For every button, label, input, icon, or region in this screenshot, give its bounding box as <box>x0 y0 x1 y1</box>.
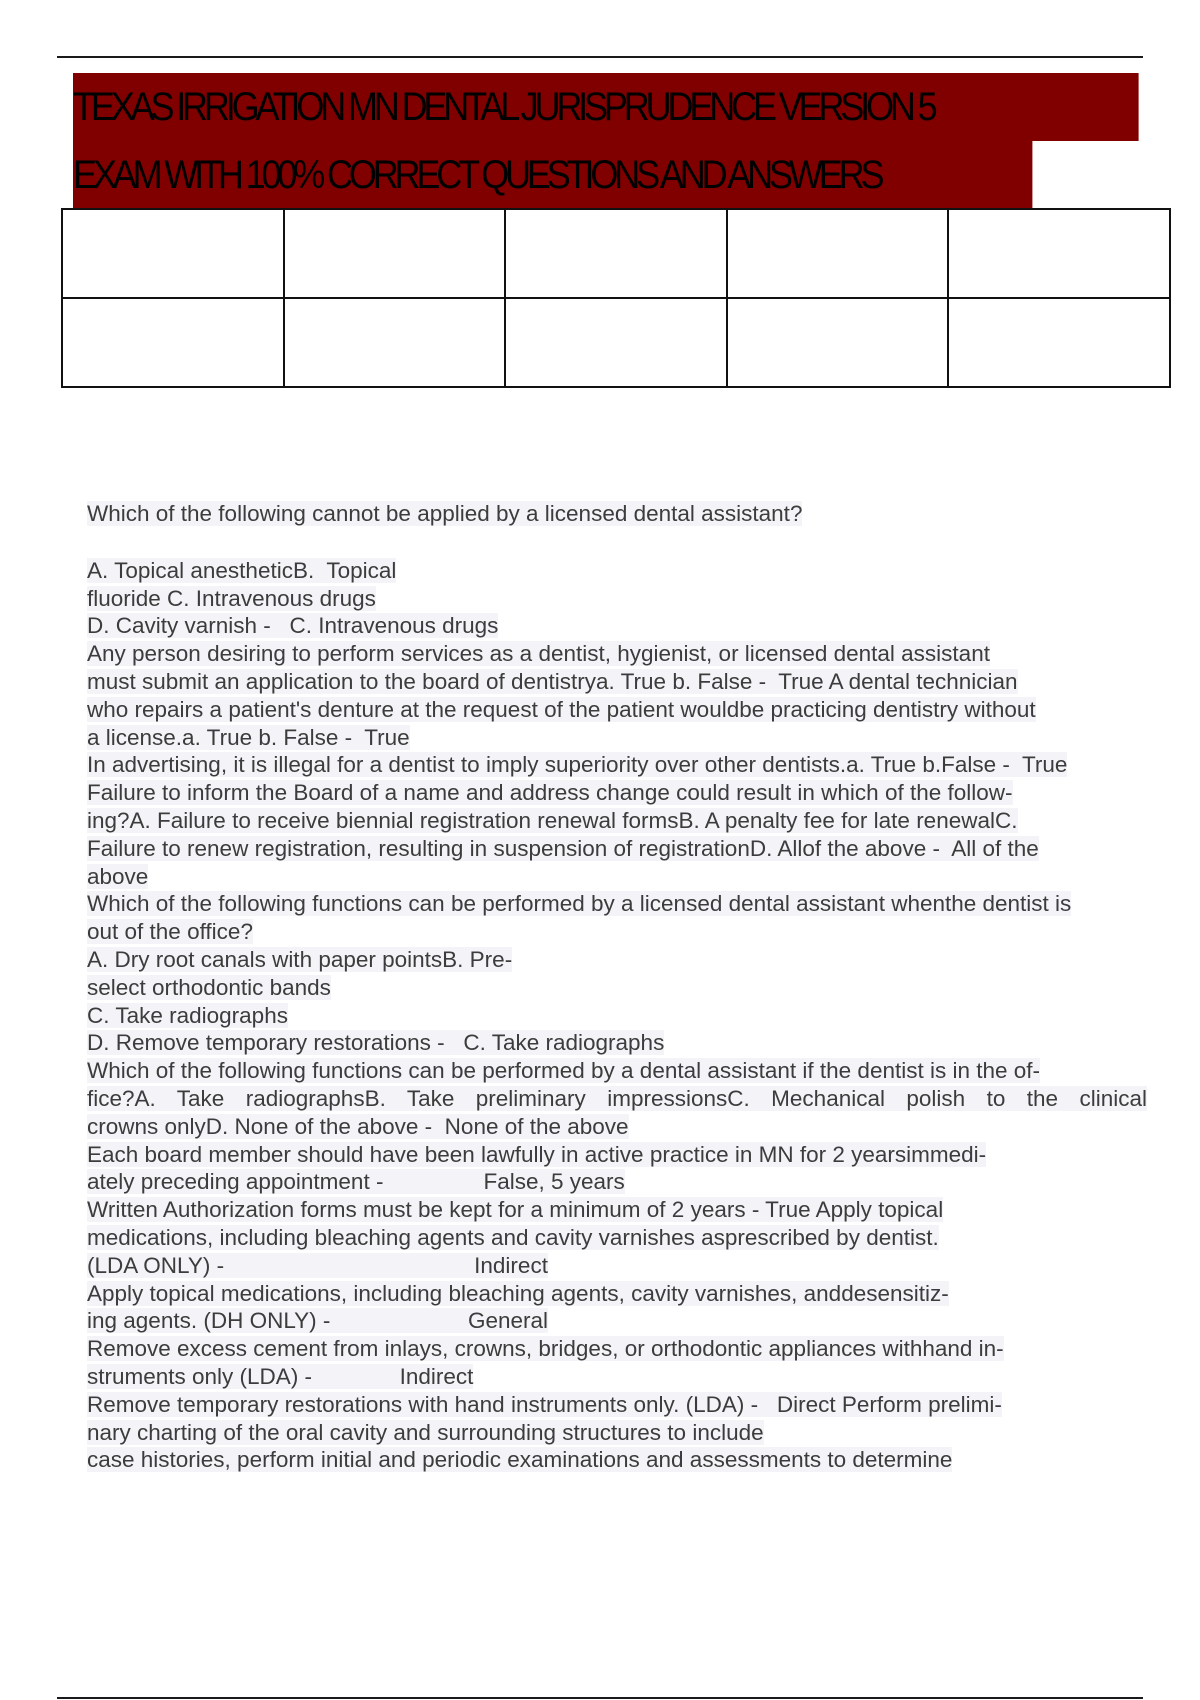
text-line: select orthodontic bands <box>87 974 331 1000</box>
text-line: Failure to renew registration, resulting in suspension of registrationD. Allof the above - All of the <box>87 835 1039 861</box>
table-cell <box>505 298 727 387</box>
text-line: a license.a. True b. False - True <box>87 724 410 750</box>
table-cell <box>948 298 1170 387</box>
spacer <box>87 528 1147 557</box>
table-cell <box>284 209 506 298</box>
answer-line: D. Cavity varnish - C. Intravenous drugs <box>87 613 499 639</box>
text-line: ing agents. (DH ONLY) - General <box>87 1308 548 1334</box>
text-line: Remove temporary restorations with hand instruments only. (LDA) - Direct Perform prelimi- <box>87 1391 1002 1417</box>
text-line: Written Authorization forms must be kept for a minimum of 2 years - True Apply topical <box>87 1197 944 1223</box>
text-line: Which of the following functions can be performed by a licensed dental assistant whenthe dentist is <box>87 891 1072 917</box>
text-line: nary charting of the oral cavity and surrounding structures to include <box>87 1419 764 1445</box>
answer-line: A. Topical anestheticB. Topical <box>87 557 397 583</box>
text-line: Which of the following functions can be performed by a dental assistant if the dentist is in the of- <box>87 1058 1041 1084</box>
text-line: ately preceding appointment - False, 5 years <box>87 1169 625 1195</box>
table-cell <box>284 298 506 387</box>
text-line: medications, including bleaching agents and cavity varnishes asprescribed by dentist. <box>87 1224 939 1250</box>
text-line: fice?A. Take radiographsB. Take preliminary impressionsC. Mechanical polish to the clinical <box>87 1085 1147 1111</box>
top-rule <box>57 56 1143 58</box>
text-line: A. Dry root canals with paper pointsB. Pre- <box>87 946 513 972</box>
table-cell <box>505 209 727 298</box>
text-line: Any person desiring to perform services as a dentist, hygienist, or licensed dental assistant <box>87 641 990 667</box>
text-line: who repairs a patient's denture at the request of the patient wouldbe practicing dentistry without <box>87 696 1036 722</box>
table-cell <box>62 298 284 387</box>
table-row <box>62 298 1170 387</box>
text-line: crowns onlyD. None of the above - None of the above <box>87 1113 629 1139</box>
title-line-2: EXAM WITH 100% CORRECT QUESTIONS AND ANSWERS <box>73 141 1032 209</box>
text-line: case histories, perform initial and periodic examinations and assessments to determine <box>87 1447 953 1473</box>
text-line: C. Take radiographs <box>87 1002 288 1028</box>
text-line: above <box>87 863 149 889</box>
text-line: ing?A. Failure to receive biennial registration renewal formsB. A penalty fee for late renewalC. <box>87 807 1018 833</box>
text-line: Failure to inform the Board of a name and address change could result in which of the follow- <box>87 780 1013 806</box>
question-line: Which of the following cannot be applied by a licensed dental assistant? <box>87 501 803 526</box>
document-title <box>73 73 1133 209</box>
table-cell <box>727 209 949 298</box>
table-cell <box>727 298 949 387</box>
text-line: In advertising, it is illegal for a dentist to imply superiority over other dentists.a. True b.False - True <box>87 752 1068 778</box>
table-row <box>62 209 1170 298</box>
table-cell <box>948 209 1170 298</box>
answer-line: fluoride C. Intravenous drugs <box>87 585 376 611</box>
text-line: struments only (LDA) - Indirect <box>87 1363 474 1389</box>
header-grid-table <box>61 208 1171 388</box>
bottom-rule <box>57 1697 1143 1699</box>
table-cell <box>62 209 284 298</box>
title-line-1: TEXAS IRRIGATION MN DENTAL JURISPRUDENCE VERSION 5 <box>73 73 1139 141</box>
text-line: D. Remove temporary restorations - C. Take radiographs <box>87 1030 665 1056</box>
text-line: (LDA ONLY) - Indirect <box>87 1252 548 1278</box>
document-body <box>87 500 1147 1474</box>
text-line: Remove excess cement from inlays, crowns, bridges, or orthodontic appliances withhand in- <box>87 1336 1004 1362</box>
text-line: Each board member should have been lawfully in active practice in MN for 2 yearsimmedi- <box>87 1141 987 1167</box>
text-line: Apply topical medications, including bleaching agents, cavity varnishes, anddesensitiz- <box>87 1280 949 1306</box>
text-line: out of the office? <box>87 919 253 945</box>
text-line: must submit an application to the board of dentistrya. True b. False - True A dental technician <box>87 668 1018 694</box>
